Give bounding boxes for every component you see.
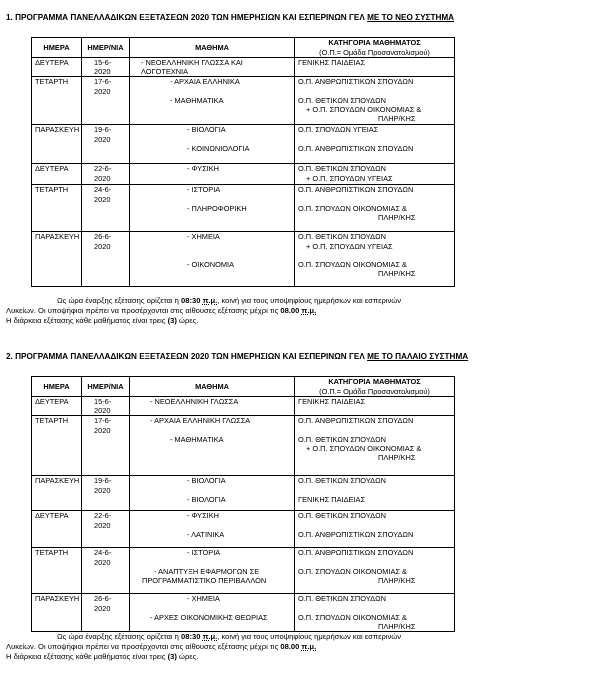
note-line-1	[6, 632, 586, 642]
note-pm: π.μ.	[301, 306, 317, 315]
cell-day: ΠΑΡΑΣΚΕΥΗ	[32, 125, 82, 164]
cell-category	[295, 164, 455, 185]
cell-subject	[130, 232, 295, 287]
note-text: Λυκείων. Οι υποψήφιοι πρέπει να προσέρχονται στις αίθουσες εξέτασης μέχρι τις	[6, 306, 281, 315]
note-text: Λυκείων. Οι υποψήφιοι πρέπει να προσέρχονται στις αίθουσες εξέτασης μέχρι τις	[6, 642, 281, 651]
subject-line: ΠΡΟΓΡΑΜΜΑΤΙΣΤΙΚΟ ΠΕΡΙΒΑΛΛΟΝ	[142, 576, 267, 585]
note-time: 08.00	[280, 306, 300, 315]
cell-category	[295, 548, 455, 594]
subject-line: - ΦΥΣΙΚΗ	[187, 164, 219, 174]
cell-subject	[130, 164, 295, 185]
cell-date: 24-6-2020	[82, 548, 130, 594]
cell-date: 22-6-2020	[82, 511, 130, 548]
cell-subject	[130, 511, 295, 548]
table-row	[32, 397, 455, 416]
category-line: ΠΛΗΡ/ΚΗΣ	[378, 269, 416, 279]
cell-date: 24-6-2020	[82, 185, 130, 232]
cell-subject	[130, 125, 295, 164]
note-text: Η διάρκεια εξέτασης κάθε μαθήματος είναι τρεις	[6, 652, 168, 661]
header-subject: ΜΑΘΗΜΑ	[130, 377, 295, 397]
subject-line: - ΑΝΑΠΤΥΞΗ ΕΦΑΡΜΟΓΩΝ ΣΕ	[154, 566, 260, 576]
table-row	[32, 416, 455, 476]
subject-line: - ΜΑΘΗΜΑΤΙΚΑ	[170, 434, 224, 444]
cell-subject	[130, 548, 295, 594]
cell-category	[295, 416, 455, 476]
table-row	[32, 185, 455, 232]
table-row	[32, 125, 455, 164]
subject-line: - ΒΙΟΛΟΓΙΑ	[187, 494, 226, 504]
note-text: Η διάρκεια εξέτασης κάθε μαθήματος είναι τρεις	[6, 316, 168, 325]
category-line: Ο.Π. ΘΕΤΙΚΩΝ ΣΠΟΥΔΩΝ	[298, 95, 386, 105]
category-line: Ο.Π. ΑΝΘΡΩΠΙΣΤΙΚΩΝ ΣΠΟΥΔΩΝ	[298, 529, 414, 539]
category-line: Ο.Π. ΣΠΟΥΔΩΝ ΟΙΚΟΝΟΜΙΑΣ &	[298, 260, 407, 269]
header-category-sub: (Ο.Π.= Ομάδα Προσανατολισμού)	[319, 47, 430, 57]
note-text: , κοινή για τους υποψηφίους ημερήσιων και εσπερινών	[217, 296, 401, 305]
cell-day: ΔΕΥΤΕΡΑ	[32, 58, 82, 77]
note-line-3	[6, 652, 586, 662]
note-duration: (3)	[167, 652, 177, 661]
cell-date: 15-6-2020	[82, 397, 130, 416]
category-line: + Ο.Π. ΣΠΟΥΔΩΝ ΟΙΚΟΝΟΜΙΑΣ &	[306, 444, 422, 453]
category-line: ΠΛΗΡ/ΚΗΣ	[378, 453, 416, 463]
subject-line: - ΟΙΚΟΝΟΜΙΑ	[187, 259, 234, 269]
category-line: ΓΕΝΙΚΗΣ ΠΑΙΔΕΙΑΣ	[298, 397, 366, 406]
table-header-row	[32, 38, 455, 58]
table-row	[32, 594, 455, 632]
section2-note	[6, 632, 586, 662]
category-line: Ο.Π. ΑΝΘΡΩΠΙΣΤΙΚΩΝ ΣΠΟΥΔΩΝ	[298, 185, 414, 195]
category-line: ΠΛΗΡ/ΚΗΣ	[378, 213, 416, 222]
header-date: ΗΜΕΡ/ΝΙΑ	[82, 377, 130, 397]
note-text: ώρες.	[176, 316, 199, 325]
header-day: ΗΜΕΡΑ	[32, 38, 82, 58]
subject-line: - ΦΥΣΙΚΗ	[187, 511, 219, 521]
cell-subject	[130, 77, 295, 125]
cell-date: 26-6-2020	[82, 232, 130, 287]
note-pm: π.μ.	[202, 296, 218, 305]
cell-category	[295, 77, 455, 125]
cell-category	[295, 476, 455, 511]
subject-line: - ΙΣΤΟΡΙΑ	[187, 548, 221, 558]
cell-subject	[130, 476, 295, 511]
section2-schedule-table	[31, 376, 455, 632]
note-line-2	[6, 306, 586, 316]
table-row	[32, 58, 455, 77]
note-text: ώρες.	[176, 652, 199, 661]
category-line: ΠΛΗΡ/ΚΗΣ	[378, 576, 416, 585]
cell-day: ΔΕΥΤΕΡΑ	[32, 397, 82, 416]
subject-line: - ΑΡΧΕΣ ΟΙΚΟΝΟΜΙΚΗΣ ΘΕΩΡΙΑΣ	[150, 612, 268, 622]
category-line: + Ο.Π. ΣΠΟΥΔΩΝ ΥΓΕΙΑΣ	[306, 241, 393, 251]
section1-title	[6, 13, 454, 22]
subject-line: - ΑΡΧΑΙΑ ΕΛΛΗΝΙΚΗ ΓΛΩΣΣΑ	[150, 416, 251, 426]
cell-day: ΔΕΥΤΕΡΑ	[32, 164, 82, 185]
header-category-title: ΚΑΤΗΓΟΡΙΑ ΜΑΘΗΜΑΤΟΣ	[328, 38, 421, 48]
cell-day: ΔΕΥΤΕΡΑ	[32, 511, 82, 548]
cell-date: 19-6-2020	[82, 476, 130, 511]
note-text: Ως ώρα έναρξης εξέτασης ορίζεται η	[57, 632, 181, 641]
cell-date: 22-6-2020	[82, 164, 130, 185]
cell-date: 15-6-2020	[82, 58, 130, 77]
cell-category	[295, 58, 455, 77]
note-line-1	[6, 296, 586, 306]
subject-line: - ΑΡΧΑΙΑ ΕΛΛΗΝΙΚΑ	[170, 77, 240, 87]
table-header-row	[32, 377, 455, 397]
subject-line: - ΙΣΤΟΡΙΑ	[187, 185, 221, 195]
category-line: ΓΕΝΙΚΗΣ ΠΑΙΔΕΙΑΣ	[298, 494, 366, 504]
category-line: Ο.Π. ΘΕΤΙΚΩΝ ΣΠΟΥΔΩΝ	[298, 434, 386, 444]
category-line: Ο.Π. ΘΕΤΙΚΩΝ ΣΠΟΥΔΩΝ	[298, 164, 386, 174]
subject-line: - ΝΕΟΕΛΛΗΝΙΚΗ ΓΛΩΣΣΑ	[150, 397, 239, 406]
cell-subject	[130, 185, 295, 232]
table-row	[32, 548, 455, 594]
category-line: ΓΕΝΙΚΗΣ ΠΑΙΔΕΙΑΣ	[298, 58, 366, 67]
cell-day: ΤΕΤΑΡΤΗ	[32, 185, 82, 232]
table-row	[32, 77, 455, 125]
section2-title	[6, 352, 468, 361]
note-text: , κοινή για τους υποψηφίους ημερήσιων και εσπερινών	[217, 632, 401, 641]
note-line-3	[6, 316, 586, 326]
cell-subject	[130, 594, 295, 632]
cell-category	[295, 594, 455, 632]
category-line: Ο.Π. ΑΝΘΡΩΠΙΣΤΙΚΩΝ ΣΠΟΥΔΩΝ	[298, 548, 414, 558]
subject-line: - ΛΑΤΙΝΙΚΑ	[187, 529, 225, 539]
cell-category	[295, 125, 455, 164]
header-subject: ΜΑΘΗΜΑ	[130, 38, 295, 58]
cell-day: ΠΑΡΑΣΚΕΥΗ	[32, 476, 82, 511]
table-row	[32, 476, 455, 511]
cell-category	[295, 511, 455, 548]
section1-title-text: 1. ΠΡΟΓΡΑΜΜΑ ΠΑΝΕΛΛΑΔΙΚΩΝ ΕΞΕΤΑΣΕΩΝ 2020 ΤΩΝ ΗΜΕΡΗΣΙΩΝ ΚΑΙ ΕΣΠΕΡΙΝΩΝ ΓΕΛ	[6, 13, 368, 22]
header-category-sub: (Ο.Π.= Ομάδα Προσανατολισμού)	[319, 386, 430, 396]
cell-subject	[130, 58, 295, 77]
subject-line: - ΜΑΘΗΜΑΤΙΚΑ	[170, 95, 224, 105]
category-line: Ο.Π. ΣΠΟΥΔΩΝ ΥΓΕΙΑΣ	[298, 125, 379, 135]
cell-category	[295, 185, 455, 232]
cell-date: 17-6-2020	[82, 416, 130, 476]
subject-line: - ΝΕΟΕΛΛΗΝΙΚΗ ΓΛΩΣΣΑ ΚΑΙ ΛΟΓΟΤΕΧΝΙΑ	[141, 58, 243, 77]
section1-title-underlined: ΜΕ ΤΟ ΝΕΟ ΣΥΣΤΗΜΑ	[367, 13, 455, 22]
subject-line: - ΒΙΟΛΟΓΙΑ	[187, 476, 226, 486]
cell-date: 19-6-2020	[82, 125, 130, 164]
category-line: + Ο.Π. ΣΠΟΥΔΩΝ ΟΙΚΟΝΟΜΙΑΣ &	[306, 105, 422, 114]
note-text: Ως ώρα έναρξης εξέτασης ορίζεται η	[57, 296, 181, 305]
table-row	[32, 164, 455, 185]
header-day: ΗΜΕΡΑ	[32, 377, 82, 397]
category-line: Ο.Π. ΘΕΤΙΚΩΝ ΣΠΟΥΔΩΝ	[298, 476, 386, 486]
section1-schedule-table	[31, 37, 455, 287]
category-line: Ο.Π. ΣΠΟΥΔΩΝ ΟΙΚΟΝΟΜΙΑΣ &	[298, 566, 407, 576]
cell-day: ΤΕΤΑΡΤΗ	[32, 416, 82, 476]
table-row	[32, 232, 455, 287]
cell-subject	[130, 397, 295, 416]
category-line: + Ο.Π. ΣΠΟΥΔΩΝ ΥΓΕΙΑΣ	[306, 173, 393, 183]
category-line: Ο.Π. ΘΕΤΙΚΩΝ ΣΠΟΥΔΩΝ	[298, 594, 386, 604]
category-line: Ο.Π. ΑΝΘΡΩΠΙΣΤΙΚΩΝ ΣΠΟΥΔΩΝ	[298, 416, 414, 426]
cell-date: 26-6-2020	[82, 594, 130, 632]
category-line: Ο.Π. ΘΕΤΙΚΩΝ ΣΠΟΥΔΩΝ	[298, 511, 386, 521]
cell-day: ΠΑΡΑΣΚΕΥΗ	[32, 594, 82, 632]
note-pm: π.μ.	[301, 642, 317, 651]
category-line: Ο.Π. ΣΠΟΥΔΩΝ ΟΙΚΟΝΟΜΙΑΣ &	[298, 203, 407, 213]
note-duration: (3)	[167, 316, 177, 325]
cell-subject	[130, 416, 295, 476]
header-category	[295, 377, 455, 397]
header-category	[295, 38, 455, 58]
header-category-title: ΚΑΤΗΓΟΡΙΑ ΜΑΘΗΜΑΤΟΣ	[328, 377, 421, 387]
table-row	[32, 511, 455, 548]
category-line: Ο.Π. ΑΝΘΡΩΠΙΣΤΙΚΩΝ ΣΠΟΥΔΩΝ	[298, 143, 414, 153]
cell-day: ΠΑΡΑΣΚΕΥΗ	[32, 232, 82, 287]
section2-title-text: 2. ΠΡΟΓΡΑΜΜΑ ΠΑΝΕΛΛΑΔΙΚΩΝ ΕΞΕΤΑΣΕΩΝ 2020 ΤΩΝ ΗΜΕΡΗΣΙΩΝ ΚΑΙ ΕΣΠΕΡΙΝΩΝ ΓΕΛ	[6, 352, 368, 361]
subject-line: - ΚΟΙΝΩΝΙΟΛΟΓΙΑ	[187, 143, 250, 153]
cell-day: ΤΕΤΑΡΤΗ	[32, 548, 82, 594]
note-line-2	[6, 642, 586, 652]
category-line: Ο.Π. ΘΕΤΙΚΩΝ ΣΠΟΥΔΩΝ	[298, 232, 386, 242]
category-line: ΠΛΗΡ/ΚΗΣ	[378, 114, 416, 124]
cell-category	[295, 232, 455, 287]
section1-note	[6, 296, 586, 326]
cell-category	[295, 397, 455, 416]
header-date: ΗΜΕΡ/ΝΙΑ	[82, 38, 130, 58]
cell-date: 17-6-2020	[82, 77, 130, 125]
subject-line: - ΒΙΟΛΟΓΙΑ	[187, 125, 226, 135]
cell-day: ΤΕΤΑΡΤΗ	[32, 77, 82, 125]
subject-line: - ΧΗΜΕΙΑ	[187, 232, 220, 242]
category-line: Ο.Π. ΑΝΘΡΩΠΙΣΤΙΚΩΝ ΣΠΟΥΔΩΝ	[298, 77, 414, 87]
note-time: 08:30	[181, 632, 201, 641]
section2-title-underlined: ΜΕ ΤΟ ΠΑΛΑΙΟ ΣΥΣΤΗΜΑ	[367, 352, 469, 361]
note-pm: π.μ.	[202, 632, 218, 641]
note-time: 08:30	[181, 296, 201, 305]
subject-line: - ΠΛΗΡΟΦΟΡΙΚΗ	[187, 203, 247, 213]
category-line: ΠΛΗΡ/ΚΗΣ	[378, 622, 416, 631]
category-line: Ο.Π. ΣΠΟΥΔΩΝ ΟΙΚΟΝΟΜΙΑΣ &	[298, 612, 407, 622]
note-time: 08.00	[280, 642, 300, 651]
subject-line: - ΧΗΜΕΙΑ	[187, 594, 220, 604]
